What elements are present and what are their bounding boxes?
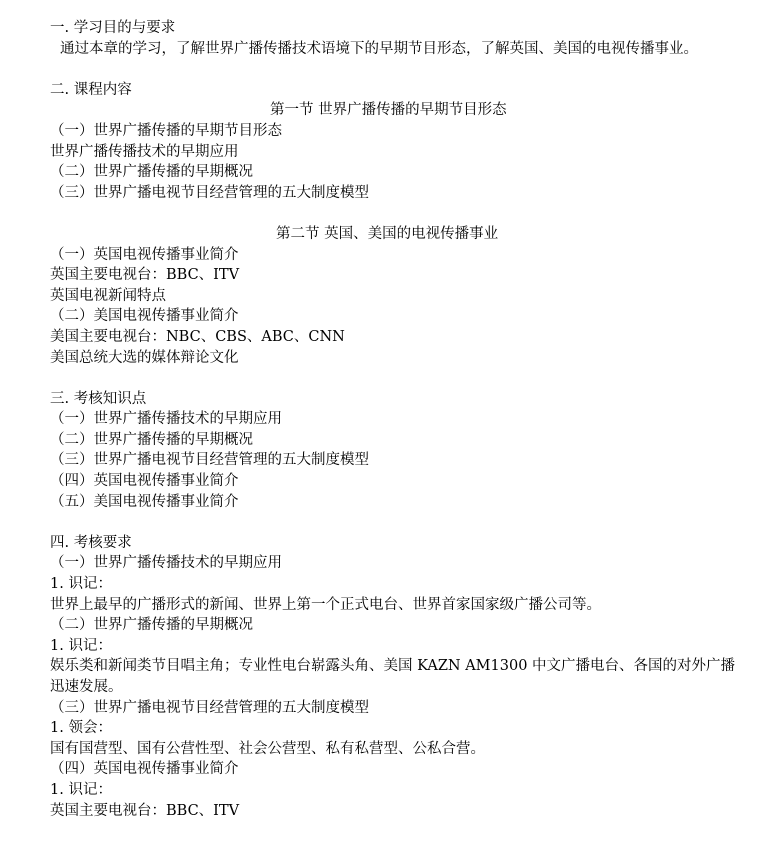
part1-line: （一）世界广播传播的早期节目形态 <box>50 122 282 139</box>
section4-line: 1. 识记： <box>50 576 112 593</box>
section4-line: 国有国营型、国有公营性型、社会公营型、私有私营型、公私合营。 <box>50 740 485 757</box>
section4-line: 英国主要电视台：BBC、ITV <box>50 802 240 819</box>
part2-title: 第二节 英国、美国的电视传播事业 <box>276 225 499 242</box>
part2-line: 美国主要电视台：NBC、CBS、ABC、CNN <box>50 328 345 345</box>
spacer <box>50 368 740 389</box>
section4-line: 1. 识记： <box>50 781 112 798</box>
section4-line: 娱乐类和新闻类节目唱主角；专业性电台崭露头角、美国 KAZN AM1300 中文广播电台、各国的对外广播迅速发展。 <box>50 658 736 695</box>
part1-line: （二）世界广播传播的早期概况 <box>50 164 253 181</box>
section1-body: 通过本章的学习，了解世界广播传播技术语境下的早期节目形态，了解英国、美国的电视传播事业。 <box>60 40 698 57</box>
spacer <box>50 203 740 224</box>
section3-line: （五）美国电视传播事业简介 <box>50 493 239 510</box>
section3-line: （三）世界广播电视节目经营管理的五大制度模型 <box>50 452 369 469</box>
section4-heading: 四. 考核要求 <box>50 534 132 551</box>
part2-line: （一）英国电视传播事业简介 <box>50 246 239 263</box>
document-body <box>50 18 740 821</box>
section4-line: （二）世界广播传播的早期概况 <box>50 617 253 634</box>
section1-heading: 一. 学习目的与要求 <box>50 20 176 36</box>
section4-line: 1. 识记： <box>50 637 112 654</box>
section3-heading: 三. 考核知识点 <box>50 390 147 407</box>
spacer <box>50 512 740 533</box>
part1-title: 第一节 世界广播传播的早期节目形态 <box>270 102 507 119</box>
section4-line: （四）英国电视传播事业简介 <box>50 761 239 778</box>
section3-line: （二）世界广播传播的早期概况 <box>50 431 253 448</box>
part2-line: 英国电视新闻特点 <box>50 287 166 304</box>
section4-line: 1. 领会： <box>50 720 112 737</box>
section3-line: （一）世界广播传播技术的早期应用 <box>50 411 282 428</box>
section2-heading: 二. 课程内容 <box>50 81 132 98</box>
part2-line: 英国主要电视台：BBC、ITV <box>50 267 240 284</box>
section4-line: （一）世界广播传播技术的早期应用 <box>50 555 282 572</box>
section3-line: （四）英国电视传播事业简介 <box>50 473 239 490</box>
part2-line: 美国总统大选的媒体辩论文化 <box>50 349 239 366</box>
section4-line: 世界上最早的广播形式的新闻、世界上第一个正式电台、世界首家国家级广播公司等。 <box>50 596 601 613</box>
part1-line: 世界广播传播技术的早期应用 <box>50 143 239 160</box>
part1-line: （三）世界广播电视节目经营管理的五大制度模型 <box>50 184 369 201</box>
section4-line: （三）世界广播电视节目经营管理的五大制度模型 <box>50 699 369 716</box>
part2-line: （二）美国电视传播事业简介 <box>50 308 239 325</box>
spacer <box>50 59 740 80</box>
